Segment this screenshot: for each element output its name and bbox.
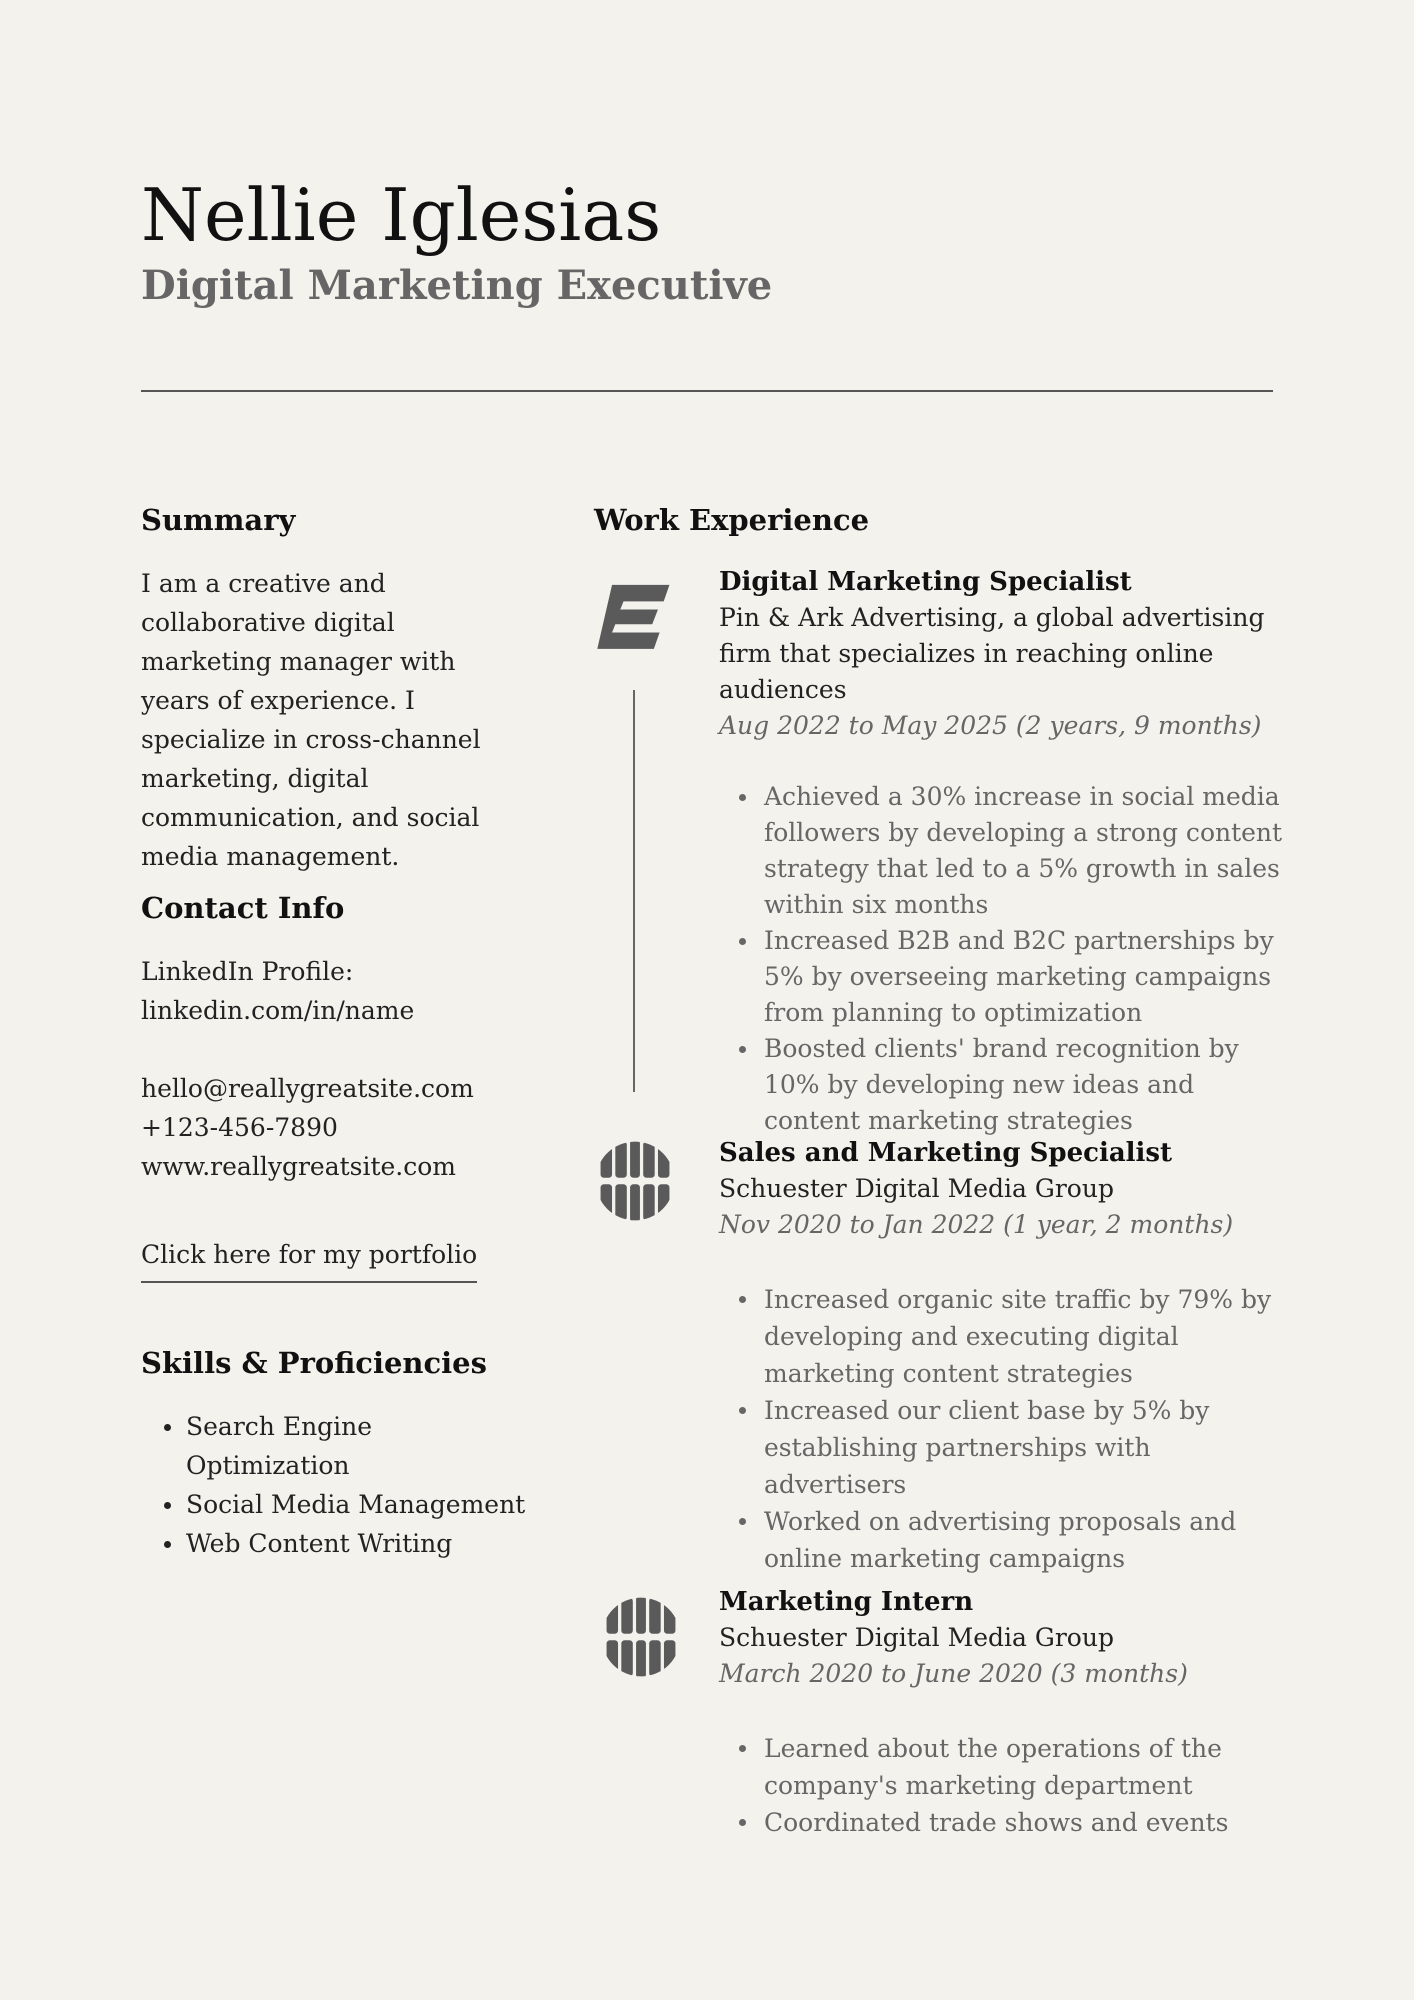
job-dates: Aug 2022 to May 2025 (2 years, 9 months) [719,711,1262,740]
skills-heading: Skills & Proficiencies [141,1346,487,1380]
work-experience-heading: Work Experience [594,503,870,537]
skill-item: Search Engine Optimization [141,1407,531,1485]
job-bullet: Increased B2B and B2C partnerships by 5% by overseeing marketing campaigns from planning to optimization [719,923,1289,1031]
job-entry [719,564,1289,1139]
skills-list [141,1407,531,1563]
phone-number[interactable]: +123-456-7890 [141,1113,338,1142]
striped-circle-logo-icon [594,1140,676,1222]
job-entry [719,1584,1289,1841]
job-company: Schuester Digital Media Group [719,1174,1114,1203]
stylized-e-logo-icon [594,580,676,662]
job-bullets [719,779,1289,1139]
job-title: Sales and Marketing Specialist [719,1138,1173,1168]
portfolio-link[interactable]: Click here for my portfolio [141,1235,477,1283]
job-dates: March 2020 to June 2020 (3 months) [719,1659,1188,1688]
summary-heading: Summary [141,503,296,537]
job-title: Digital Marketing Specialist [719,567,1132,597]
job-bullets [719,1281,1289,1577]
email-address[interactable]: hello@reallygreatsite.com [141,1074,474,1103]
header-divider [141,390,1273,392]
contact-heading: Contact Info [141,891,345,925]
job-company: Schuester Digital Media Group [719,1623,1114,1652]
linkedin-url[interactable]: linkedin.com/in/name [141,996,415,1025]
job-bullet: Boosted clients' brand recognition by 10% by developing new ideas and content marketing strategies [719,1031,1289,1139]
contact-spacer [141,1030,531,1069]
job-dates: Nov 2020 to Jan 2022 (1 year, 2 months) [719,1210,1234,1239]
summary-text: I am a creative and collaborative digital marketing manager with years of experience. I specialize in cross-channel marketing, digital communication, and social media management. [141,569,481,871]
striped-circle-logo-icon [600,1596,682,1678]
job-bullet: Coordinated trade shows and events [719,1804,1289,1841]
job-bullets [719,1730,1289,1841]
job-title: Marketing Intern [719,1587,974,1617]
website-url[interactable]: www.reallygreatsite.com [141,1152,457,1181]
job-bullet: Increased organic site traffic by 79% by developing and executing digital marketing content strategies [719,1281,1289,1392]
job-company: Pin & Ark Advertising, a global advertising firm that specializes in reaching online audiences [719,603,1265,704]
skill-item: Social Media Management [141,1485,531,1524]
job-bullet: Increased our client base by 5% by establishing partnerships with advertisers [719,1392,1289,1503]
job-entry [719,1135,1289,1577]
timeline-line [633,690,635,1092]
job-bullet: Worked on advertising proposals and online marketing campaigns [719,1503,1289,1577]
contact-info [141,952,531,1186]
job-bullet: Learned about the operations of the company's marketing department [719,1730,1289,1804]
linkedin-label: LinkedIn Profile: [141,957,354,986]
candidate-name: Nellie Iglesias [141,173,662,257]
job-bullet: Achieved a 30% increase in social media followers by developing a strong content strategy that led to a 5% growth in sales within six months [719,779,1289,923]
candidate-role: Digital Marketing Executive [141,262,773,309]
skill-item: Web Content Writing [141,1524,531,1563]
